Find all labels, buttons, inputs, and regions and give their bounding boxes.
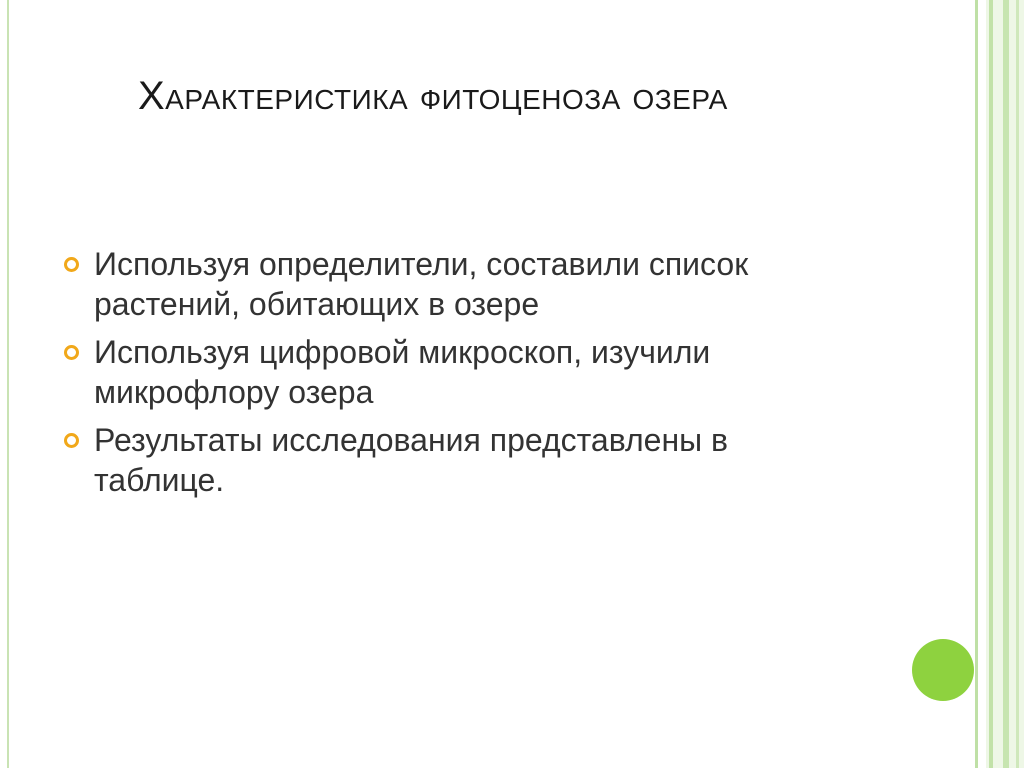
- frame-right-line: [1003, 0, 1009, 768]
- slide-title: Характеристика фитоценоза озера: [138, 74, 728, 118]
- ring-bullet-icon: [64, 257, 79, 272]
- bullet-text: Результаты исследования представлены в таблице.: [94, 422, 729, 498]
- frame-right-line: [1016, 0, 1019, 768]
- bullet-item: [62, 332, 862, 412]
- ring-bullet-icon: [64, 345, 79, 360]
- bullet-list: [62, 244, 862, 508]
- bullet-item: [62, 420, 862, 500]
- ring-bullet-icon: [64, 433, 79, 448]
- green-circle-icon: [912, 639, 974, 701]
- frame-right-line: [989, 0, 993, 768]
- bullet-item: [62, 244, 862, 324]
- bullet-text: Используя цифровой микроскоп, изучили микрофлору озера: [94, 334, 711, 410]
- frame-left-line: [7, 0, 9, 768]
- bullet-text: Используя определители, составили список растений, обитающих в озере: [94, 246, 749, 322]
- frame-right-inner-line: [975, 0, 978, 768]
